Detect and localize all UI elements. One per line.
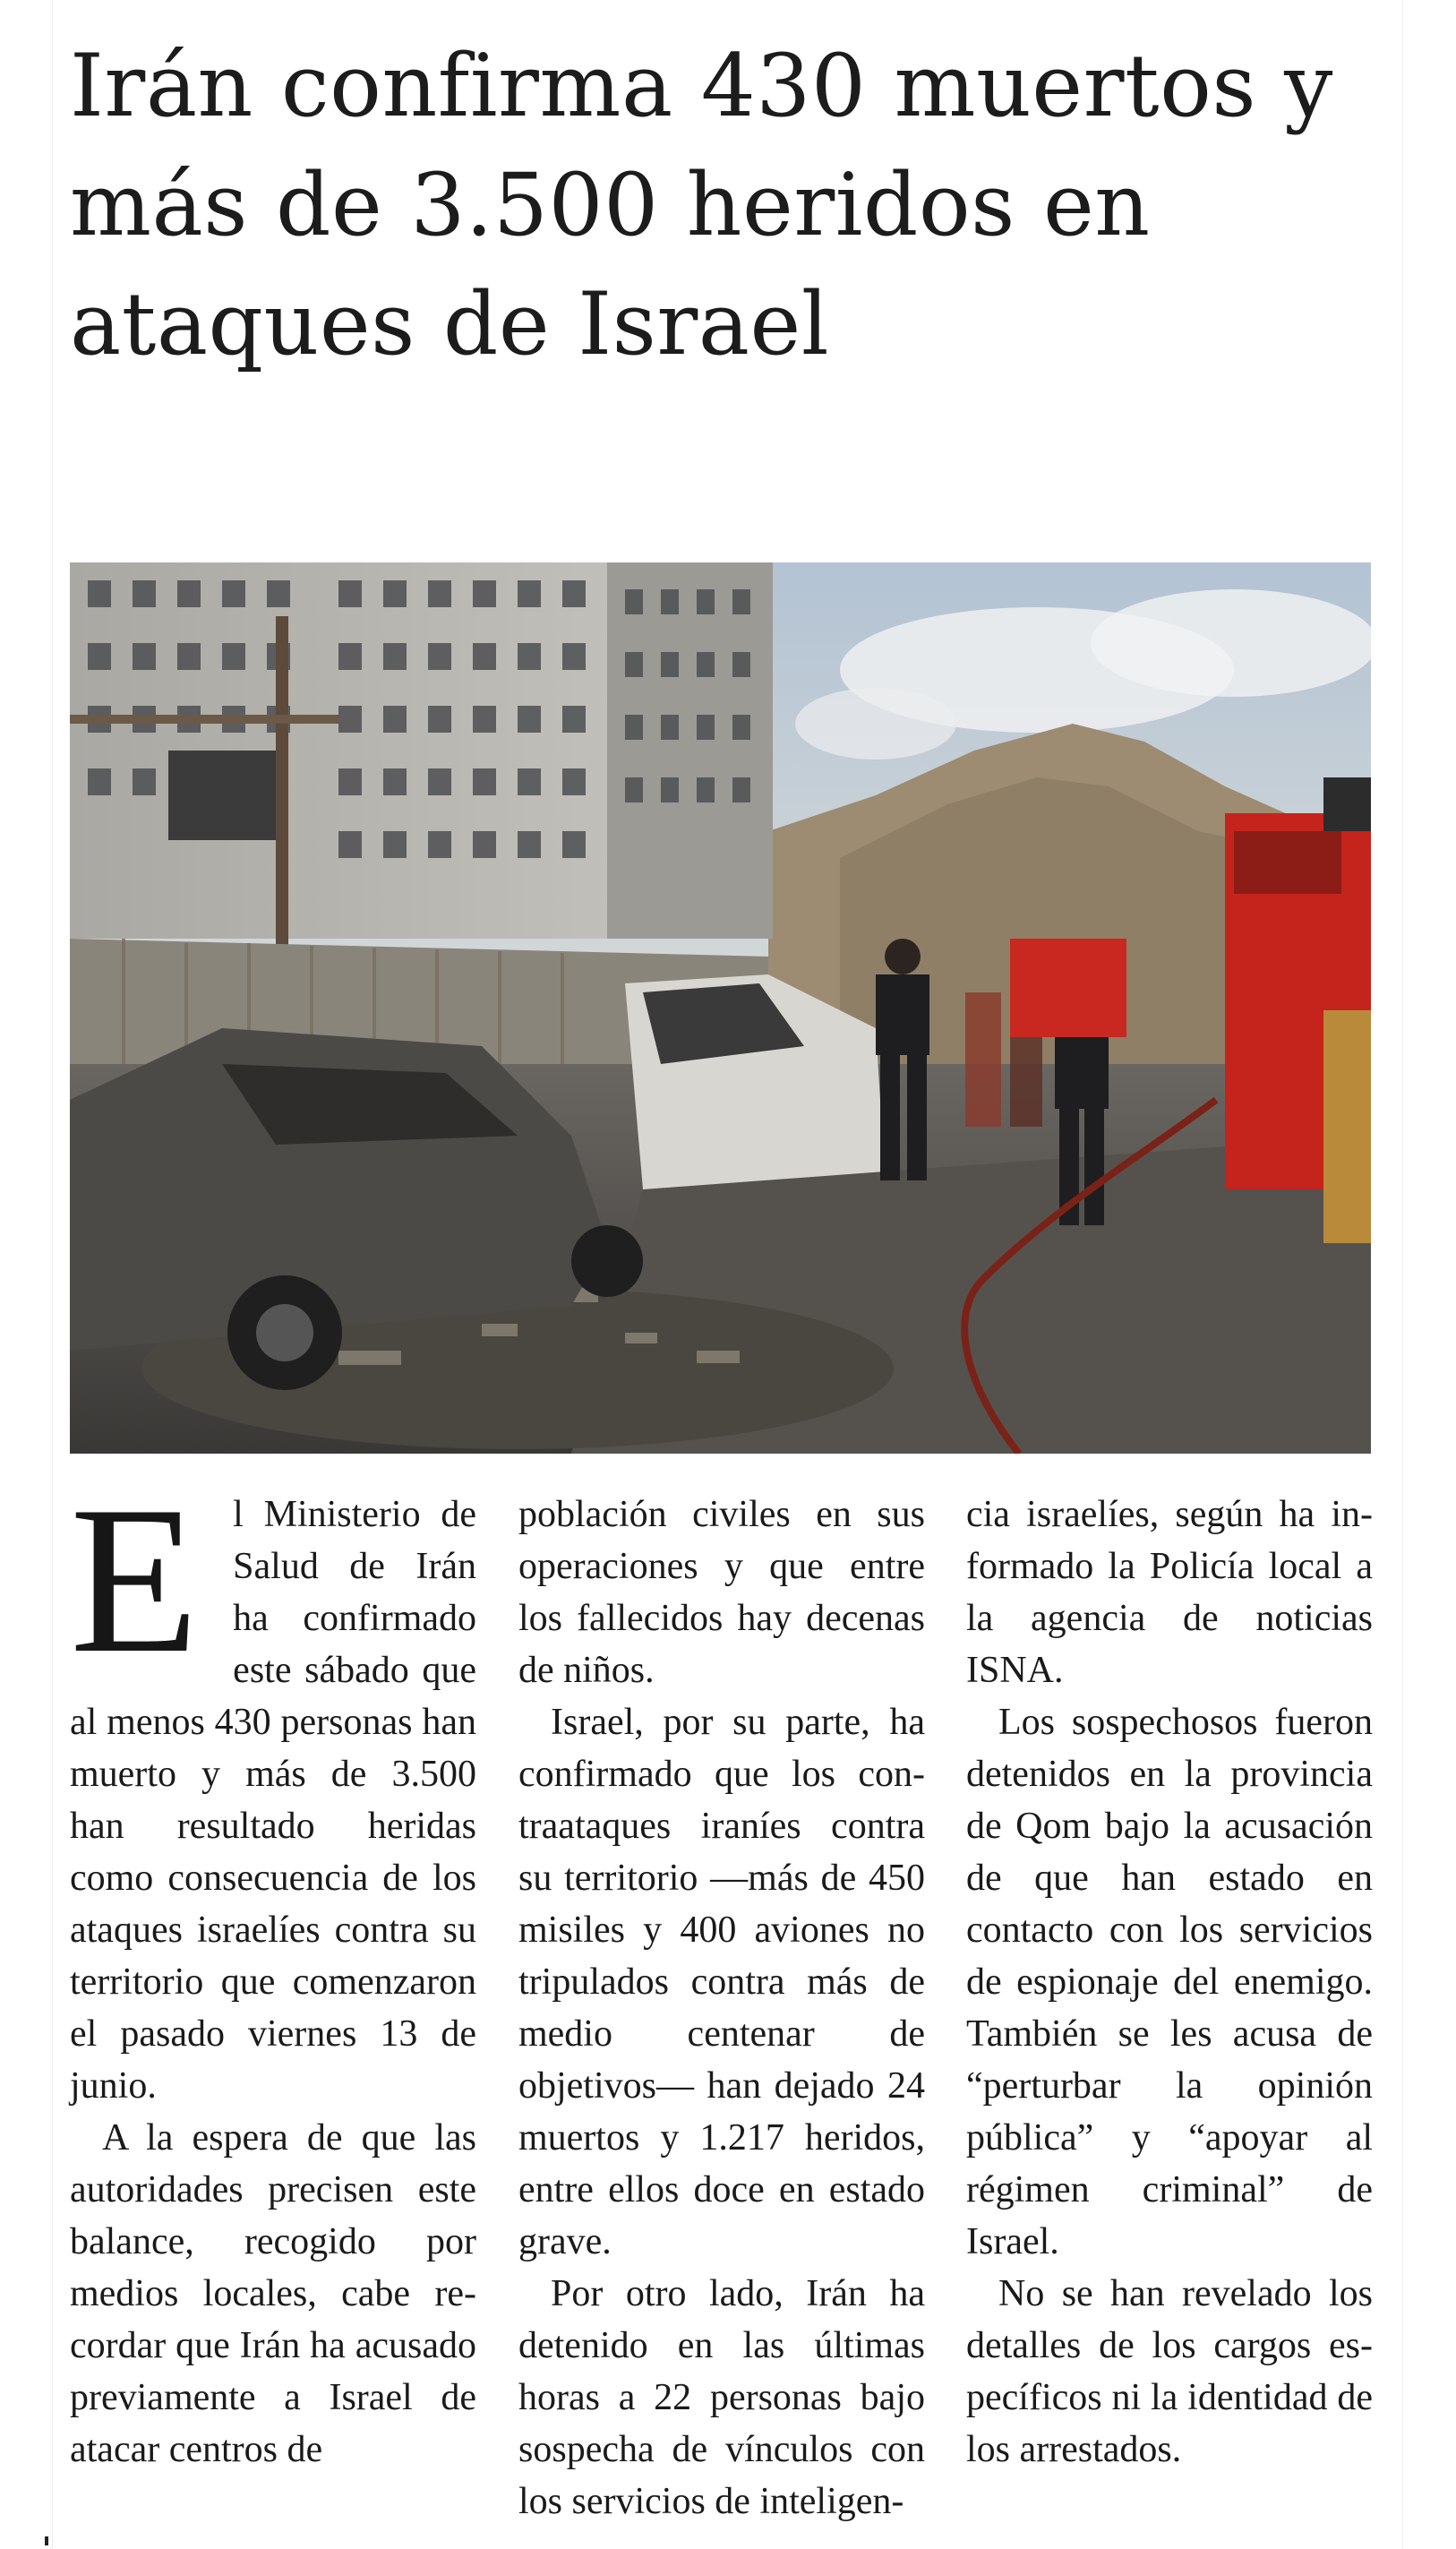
- paragraph: l Ministerio de Salud de Irán ha confirmado este sábado que al menos 430 personas han muerto y más de 3.500 han resultado heridas como consecuencia de los ataques israelíes contra su territorio que comenzaron el pasado viernes 13 de junio.: [70, 1494, 476, 2107]
- drop-cap: E: [70, 1463, 200, 1697]
- news-photo: [70, 562, 1371, 1454]
- article-column-3: [966, 1489, 1373, 2476]
- article-column-1: [70, 1463, 476, 2476]
- headline: Irán confirma 430 muertos y más de 3.500 heridos en ataques de Israel: [70, 36, 1333, 374]
- paragraph: Israel, por su parte, ha confirmado que los contraataques iraníes contra su territorio —más de 450 misiles y 400 aviones no tripulados contra más de medio centenar de objetivos— han dejado 24 muertos y 1.217 heridos, entre ellos doce en estado grave.: [518, 1702, 925, 2262]
- paragraph: Los sospechosos fueron detenidos en la provincia de Qom bajo la acusación de que han estado en contacto con los servicios de espionaje del enemigo. También se les acusa de “perturbar la opinión pública” y “apoyar al régimen criminal” de Israel.: [966, 1702, 1373, 2262]
- page-edge-left: [52, 0, 53, 2549]
- paragraph: Por otro lado, Irán ha detenido en las últimas horas a 22 personas bajo sospecha de vínculos con los servicios de inteligen-: [518, 2273, 925, 2522]
- corner-mark: [45, 2536, 48, 2545]
- paragraph: población civiles en sus operaciones y que entre los fallecidos hay decenas de niños.: [518, 1494, 925, 1691]
- paragraph: A la espera de que las autoridades precisen este balance, recogido por medios locales, cabe recordar que Irán ha acusado previamente a Israel de atacar centros de: [70, 2117, 476, 2470]
- paragraph: cia israelíes, según ha informado la Policía local a la agencia de noticias ISNA.: [966, 1494, 1373, 1691]
- article-column-2: [518, 1489, 925, 2528]
- paragraph: No se han revelado los detalles de los cargos específicos ni la identidad de los arrestados.: [966, 2273, 1373, 2470]
